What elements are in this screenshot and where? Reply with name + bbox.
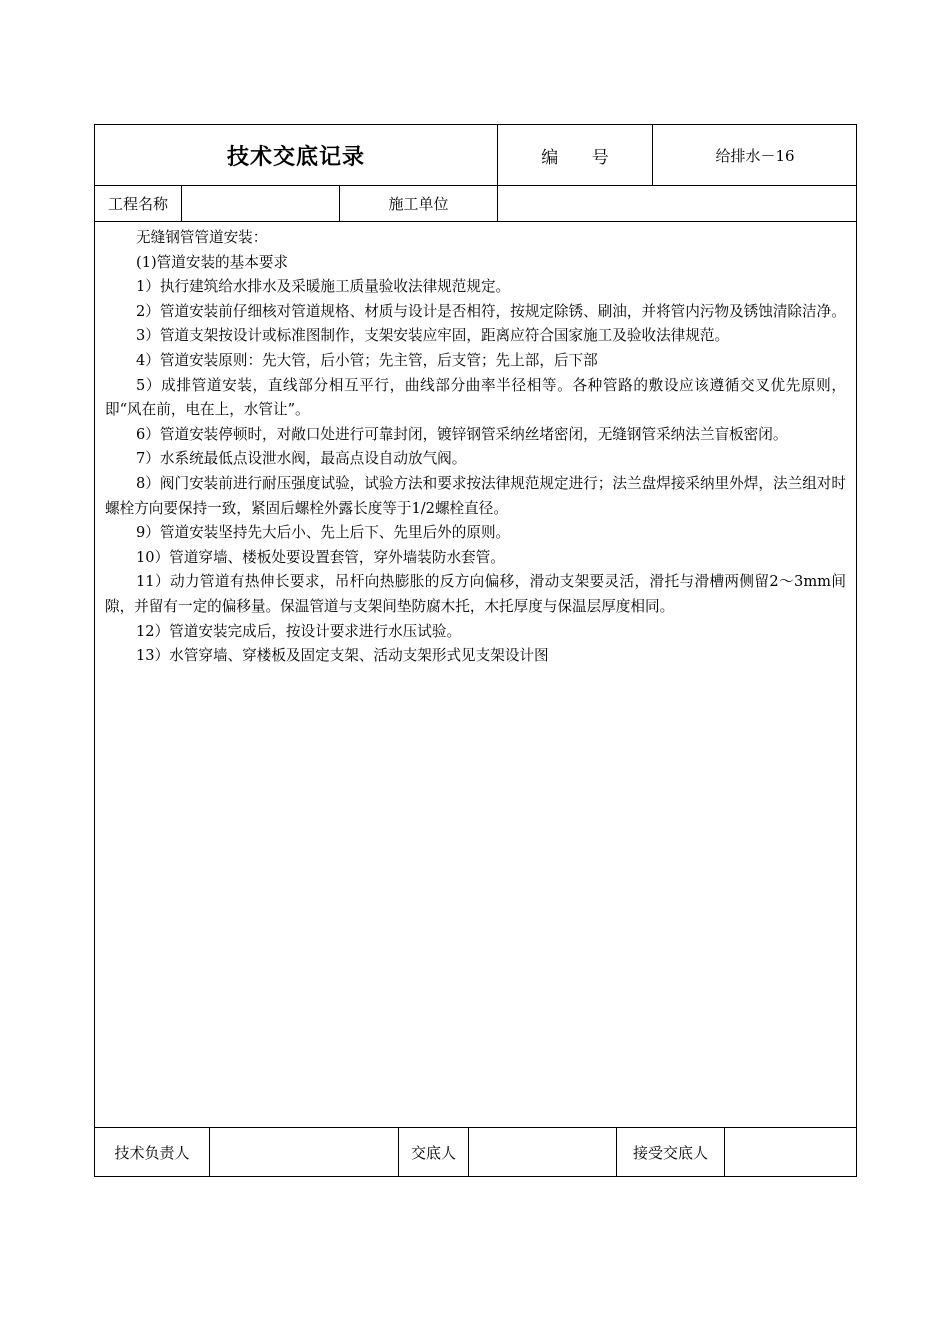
paragraph: 12）管道安装完成后，按设计要求进行水压试验。 bbox=[136, 622, 462, 640]
discloser-label: 交底人 bbox=[398, 1128, 468, 1177]
project-name-field[interactable] bbox=[181, 186, 339, 221]
paragraph: 6）管道安装停顿时，对敞口处进行可靠封闭，镀锌钢管采纳丝堵密闭，无缝钢管采纳法兰盲板密闭。 bbox=[136, 425, 788, 443]
receiver-field[interactable] bbox=[724, 1128, 857, 1177]
paragraph: 11）动力管道有热伸长要求，吊杆向热膨胀的反方向偏移，滑动支架要灵活，滑托与滑槽两侧留2～3mm间隙，并留有一定的偏移量。保温管道与支架间垫防腐木托，木托厚度与保温层厚度相同。 bbox=[105, 573, 846, 615]
header-row bbox=[95, 125, 856, 186]
number-value: 给排水－16 bbox=[652, 125, 857, 185]
paragraph: 无缝钢管管道安装： bbox=[136, 229, 268, 246]
paragraph: 2）管道安装前仔细核对管道规格、材质与设计是否相符，按规定除锈、刷油，并将管内污物及锈蚀清除洁净。 bbox=[136, 302, 846, 320]
content-row bbox=[95, 222, 856, 1128]
receiver-label: 接受交底人 bbox=[616, 1128, 724, 1177]
info-row bbox=[95, 186, 856, 222]
disclosure-record-form bbox=[94, 124, 857, 1177]
paragraph: 13）水管穿墙、穿楼板及固定支架、活动支架形式见支架设计图 bbox=[136, 647, 549, 665]
signature-row bbox=[95, 1128, 856, 1177]
tech-lead-label: 技术负责人 bbox=[114, 1144, 190, 1162]
paragraph: 1）执行建筑给水排水及采暖施工质量验收法律规范规定。 bbox=[136, 278, 511, 296]
tech-lead-field[interactable] bbox=[209, 1128, 398, 1177]
paragraph: 8）阀门安装前进行耐压强度试验，试验方法和要求按法律规范规定进行；法兰盘焊接采纳里外焊，法兰组对时螺栓方向要保持一致，紧固后螺栓外露长度等于1/2螺栓直径。 bbox=[105, 474, 846, 517]
project-name-label: 工程名称 bbox=[107, 195, 168, 213]
paragraph: 5）成排管道安装，直线部分相互平行，曲线部分曲率半径相等。各种管路的敷设应该遵循交叉优先原则，即“风在前，电在上，水管让”。 bbox=[105, 376, 846, 419]
disclosure-content bbox=[105, 226, 846, 669]
discloser-field[interactable] bbox=[468, 1128, 616, 1177]
paragraph: 7）水系统最低点设泄水阀，最高点设自动放气阀。 bbox=[136, 450, 467, 468]
construction-unit-field[interactable] bbox=[497, 186, 857, 221]
paragraph: 9）管道安装坚持先大后小、先上后下、先里后外的原则。 bbox=[136, 524, 511, 542]
paragraph: 10）管道穿墙、楼板处要设置套管，穿外墙装防水套管。 bbox=[136, 548, 505, 566]
paragraph: 3）管道支架按设计或标准图制作，支架安装应牢固，距离应符合国家施工及验收法律规范。 bbox=[136, 327, 730, 345]
form-title: 技术交底记录 bbox=[226, 144, 365, 170]
construction-unit-label: 施工单位 bbox=[339, 186, 497, 221]
paragraph: 4）管道安装原则：先大管，后小管；先主管，后支管；先上部，后下部 bbox=[136, 351, 598, 369]
number-label: 编 号 bbox=[497, 125, 652, 185]
paragraph: (1)管道安装的基本要求 bbox=[136, 253, 289, 271]
